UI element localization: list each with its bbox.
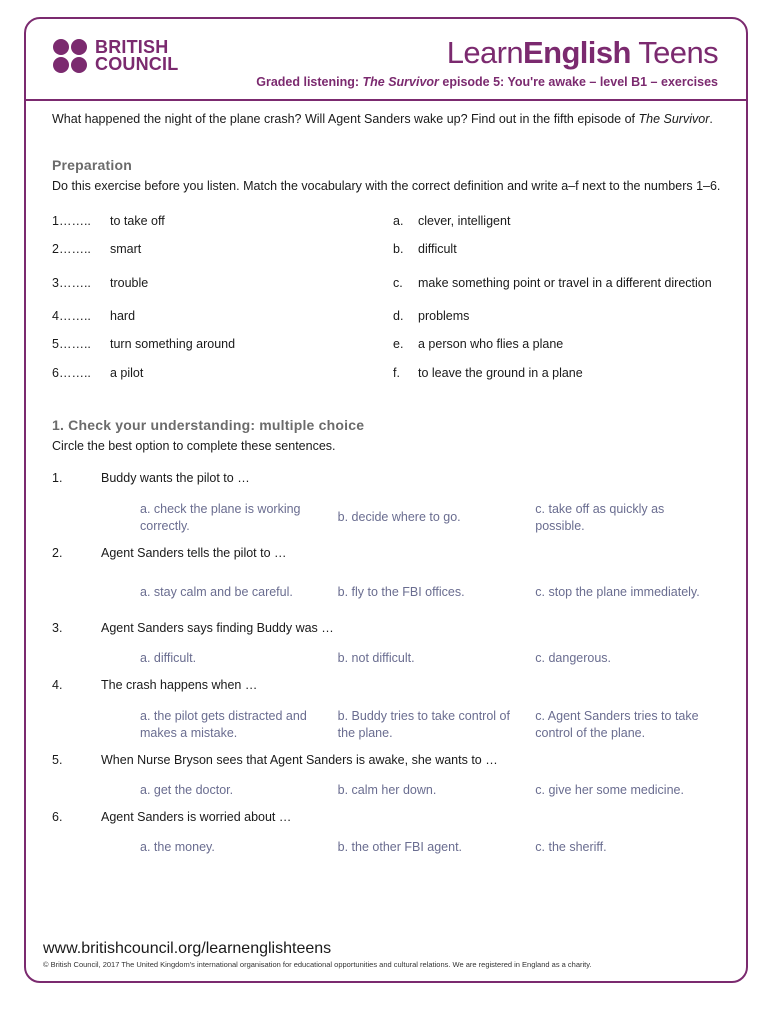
option-b[interactable]: b. not difficult.	[337, 651, 415, 665]
vocab-row	[52, 359, 724, 388]
answer-blank[interactable]: 3……..	[52, 275, 91, 290]
brand-line-2: COUNCIL	[95, 54, 179, 74]
option-b[interactable]: b. fly to the FBI offices.	[337, 585, 465, 599]
learnenglish-teens-logo: LearnEnglish Teens	[446, 35, 718, 70]
question-number: 2.	[52, 545, 63, 560]
question-text: Agent Sanders tells the pilot to …	[101, 545, 287, 560]
question-number: 6.	[52, 809, 63, 824]
question-row	[52, 748, 724, 777]
option-group	[140, 702, 724, 748]
option-a[interactable]: a. difficult.	[140, 651, 197, 665]
vocab-row	[52, 302, 724, 331]
option-b[interactable]: b. calm her down.	[337, 783, 437, 797]
option-a[interactable]: a. the money.	[140, 840, 215, 854]
option-a[interactable]: a. check the plane is working correctly.	[140, 501, 301, 533]
question-text: When Nurse Bryson sees that Agent Sanders is awake, she wants to …	[101, 752, 498, 767]
option-c[interactable]: c. give her some medicine.	[535, 783, 684, 797]
question-row	[52, 466, 724, 495]
question-text: Buddy wants the pilot to …	[101, 470, 250, 485]
question-text: Agent Sanders says finding Buddy was …	[101, 620, 334, 635]
vocab-row	[52, 207, 724, 236]
option-group	[140, 834, 724, 862]
vocab-word: turn something around	[110, 337, 236, 352]
definition-letter: d.	[393, 308, 404, 323]
vocabulary-matching	[52, 207, 724, 388]
question-number: 4.	[52, 677, 63, 692]
british-council-logo	[53, 39, 178, 73]
worksheet-content	[52, 111, 724, 862]
option-b[interactable]: b. the other FBI agent.	[337, 840, 463, 854]
option-c[interactable]: c. take off as quickly as possible.	[535, 501, 665, 533]
definition-letter: a.	[393, 213, 404, 228]
multiple-choice-list	[52, 466, 724, 862]
intro-text: What happened the night of the plane crash? Will Agent Sanders wake up? Find out in the fifth episode of The Survivor.	[52, 112, 713, 126]
vocab-row	[52, 236, 724, 265]
option-group	[140, 645, 724, 673]
preparation-heading: Preparation	[52, 157, 132, 173]
question-number: 5.	[52, 752, 63, 767]
question-number: 1.	[52, 470, 63, 485]
footer-legal-text: © British Council, 2017 The United Kingdom's international organisation for educational opportunities and cultural relations. We are registered in England as a charity.	[43, 960, 592, 969]
option-group	[140, 495, 724, 541]
definition-text: clever, intelligent	[418, 213, 511, 228]
question-row	[52, 541, 724, 570]
exercise-1-instruction: Circle the best option to complete these sentences.	[52, 438, 336, 453]
answer-blank[interactable]: 2……..	[52, 242, 91, 257]
vocab-row	[52, 331, 724, 360]
brand-line-1: BRITISH	[95, 37, 169, 57]
page-subtitle: Graded listening: The Survivor episode 5: You're awake – level B1 – exercises	[256, 75, 718, 89]
answer-blank[interactable]: 6……..	[52, 365, 91, 380]
definition-letter: e.	[393, 337, 404, 352]
option-group	[140, 570, 724, 616]
definition-text: to leave the ground in a plane	[418, 365, 583, 380]
definition-text: make something point or travel in a different direction	[418, 275, 712, 290]
question-row	[52, 673, 724, 702]
option-a[interactable]: a. stay calm and be careful.	[140, 585, 293, 599]
vocab-word: hard	[110, 308, 136, 323]
exercise-1-heading: 1. Check your understanding: multiple choice	[52, 416, 365, 433]
option-c[interactable]: c. stop the plane immediately.	[535, 585, 700, 599]
option-c[interactable]: c. Agent Sanders tries to take control of the plane.	[535, 708, 699, 740]
answer-blank[interactable]: 4……..	[52, 308, 91, 323]
definition-text: a person who flies a plane	[418, 337, 564, 352]
question-row	[52, 805, 724, 834]
option-b[interactable]: b. Buddy tries to take control of the plane.	[337, 708, 510, 740]
vocab-row	[52, 264, 724, 302]
option-c[interactable]: c. dangerous.	[535, 651, 612, 665]
option-c[interactable]: c. the sheriff.	[535, 840, 607, 854]
answer-blank[interactable]: 1……..	[52, 213, 91, 228]
page-header	[26, 19, 746, 101]
page-frame	[24, 17, 748, 983]
option-group	[140, 777, 724, 805]
preparation-instruction: Do this exercise before you listen. Match the vocabulary with the correct definition and write a–f next to the numbers 1–6.	[52, 179, 721, 193]
question-text: The crash happens when …	[101, 677, 258, 692]
definition-letter: f.	[393, 365, 400, 380]
vocab-word: trouble	[110, 275, 149, 290]
header-divider	[26, 99, 746, 101]
british-council-dots-icon	[53, 39, 87, 73]
definition-letter: b.	[393, 242, 404, 257]
question-number: 3.	[52, 620, 63, 635]
question-text: Agent Sanders is worried about …	[101, 809, 292, 824]
vocab-word: smart	[110, 242, 142, 257]
footer-url[interactable]: www.britishcouncil.org/learnenglishteens	[43, 940, 332, 957]
option-a[interactable]: a. get the doctor.	[140, 783, 234, 797]
option-a[interactable]: a. the pilot gets distracted and makes a mistake.	[140, 708, 307, 740]
answer-blank[interactable]: 5……..	[52, 337, 91, 352]
definition-letter: c.	[393, 275, 403, 290]
vocab-word: a pilot	[110, 365, 144, 380]
option-b[interactable]: b. decide where to go.	[337, 510, 461, 524]
vocab-word: to take off	[110, 213, 165, 228]
definition-text: problems	[418, 308, 470, 323]
definition-text: difficult	[418, 242, 457, 257]
question-row	[52, 616, 724, 645]
